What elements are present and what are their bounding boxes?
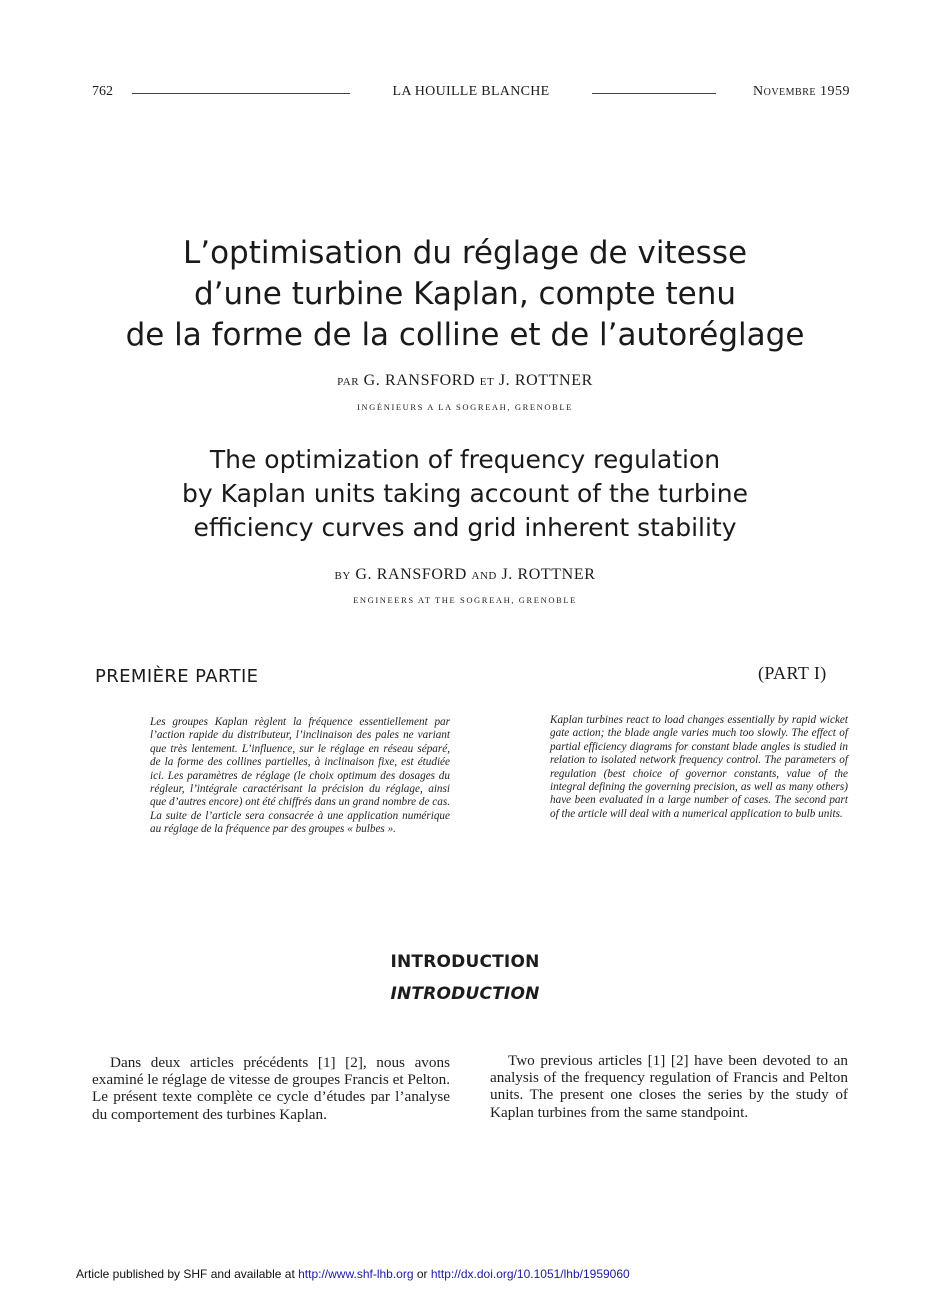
issue-date: Novembre 1959 [752,84,850,99]
journal-name: LA HOUILLE BLANCHE [392,84,550,99]
title-fr-line: L’optimisation du réglage de vitesse [182,235,748,271]
byline-english [0,566,930,584]
page-number: 762 [92,84,113,99]
byline-conjunction: ET [479,376,495,388]
title-en-line: by Kaplan units taking account of the turbine [182,479,748,508]
title-en-line: The optimization of frequency regulation [209,445,721,474]
title-french [60,233,870,356]
introduction-text-english: Two previous articles [1] [2] have been devoted to an analysis of the frequency regulation of Francis and Pelton units. The present one closes the series by the study of Kaplan turbines from the same standpoint. [490,1052,848,1121]
title-english [80,443,850,545]
publication-footer [76,1267,630,1281]
author-name: G. RANSFORD [355,566,467,583]
header-rule-left [132,93,350,94]
doi-link[interactable]: http://dx.doi.org/10.1051/lhb/1959060 [430,1267,630,1281]
footer-prefix: Article published by SHF and available at [76,1267,299,1281]
title-fr-line: d’une turbine Kaplan, compte tenu [193,276,737,312]
author-name: G. RANSFORD [363,372,476,389]
introduction-heading-french: INTRODUCTION [390,952,540,972]
byline-french [0,372,930,390]
part-label-english: (PART I) [758,663,827,683]
shf-link[interactable]: http://www.shf-lhb.org [298,1267,414,1281]
header-rule-right [592,93,716,94]
title-fr-line: de la forme de la colline et de l’autoréglage [125,317,805,353]
byline-prefix: PAR [337,376,360,388]
part-label-french: PREMIÈRE PARTIE [95,666,259,687]
byline-conjunction: AND [471,570,497,582]
introduction-heading-english: INTRODUCTION [390,984,540,1004]
running-header [92,84,850,104]
abstract-english: Kaplan turbines react to load changes essentially by rapid wicket gate action; the blade angle varies much too slowly. The effect of partial efficiency diagrams for constant blade angles is studied in relation to isolated network frequency control. The parameters of regulation (best choice of governor constants, value of the integral defining the governing precision, as well as many others) have been evaluated in a large number of cases. The second part of the article will deal with a numerical application to bulb units. [550,714,848,820]
footer-middle: or [413,1267,431,1281]
affiliation-french: INGÉNIEURS A LA SOGREAH, GRENOBLE [357,402,573,412]
introduction-text-french: Dans deux articles précédents [1] [2], nous avons examiné le réglage de vitesse de groupes Francis et Pelton. Le présent texte complète ce cycle d’études par l’analyse du comportement des turbines Kaplan. [92,1054,450,1123]
author-name: J. ROTTNER [501,566,596,583]
title-en-line: efficiency curves and grid inherent stability [193,513,737,542]
author-name: J. ROTTNER [498,372,593,389]
affiliation-english: ENGINEERS AT THE SOGREAH, GRENOBLE [353,595,577,605]
abstract-french: Les groupes Kaplan règlent la fréquence essentiellement par l’action rapide du distributeur, l’inclinaison des pales ne variant que très lentement. L’influence, sur le réglage en réseau séparé, de la forme des collines partielles, à inclinaison fixe, est étudiée ici. Les paramètres de réglage (le choix optimum des dosages du régleur, l’intégrale caractérisant la précision du réglage, ainsi que d’autres encore) ont été chiffrés dans un grand nombre de cas. La suite de l’article sera consacrée à une application numérique au réglage de la fréquence par des groupes « bulbes ». [150,716,450,836]
byline-prefix: BY [334,570,351,582]
